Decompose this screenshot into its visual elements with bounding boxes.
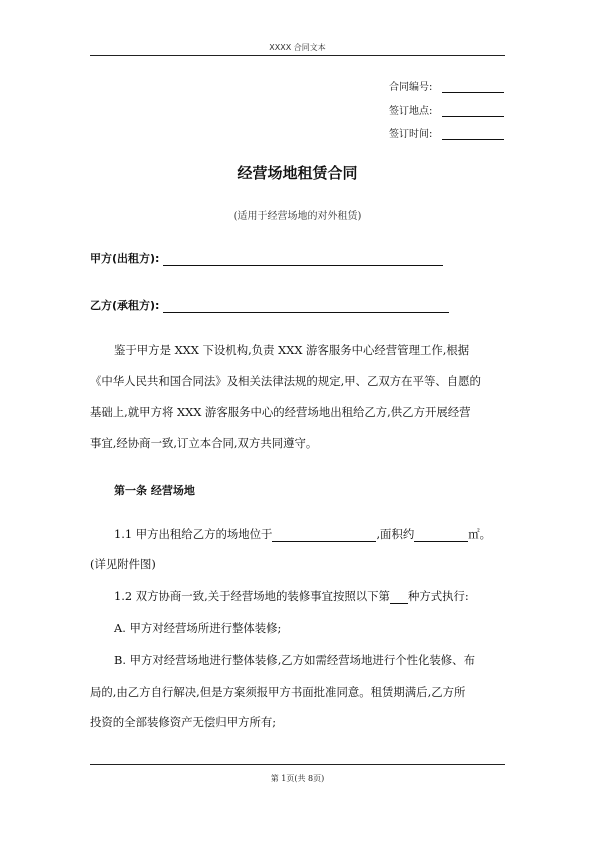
document-title: 经营场地租赁合同 bbox=[237, 164, 358, 182]
clause-1-2-suffix: 种方式执行: bbox=[407, 589, 469, 603]
article-1-heading: 第一条 经营场地 bbox=[114, 484, 195, 497]
party-b-row bbox=[90, 297, 449, 313]
sign-time-row bbox=[389, 125, 504, 140]
preamble-line-1: 鉴于甲方是 XXX 下设机构,负责 XXX 游客服务中心经营管理工作,根据 bbox=[114, 343, 470, 357]
option-b-line-3: 投资的全部装修资产无偿归甲方所有; bbox=[90, 715, 277, 729]
document-subtitle: (适用于经营场地的对外租赁) bbox=[233, 211, 362, 222]
location-field[interactable] bbox=[272, 541, 376, 542]
sign-time-field[interactable] bbox=[442, 139, 504, 140]
party-a-label: 甲方(出租方): bbox=[90, 252, 160, 265]
contract-number-label: 合同编号: bbox=[389, 82, 433, 93]
option-choice-field[interactable] bbox=[390, 603, 408, 604]
page-number: 第 1页(共 8页) bbox=[270, 774, 325, 783]
party-a-row bbox=[90, 250, 443, 266]
contract-number-row bbox=[389, 78, 504, 93]
clause-1-1-note: (详见附件图) bbox=[90, 557, 156, 571]
clause-1-1-mid: ,面积约 bbox=[376, 527, 415, 541]
preamble-line-4: 事宜,经协商一致,订立本合同,双方共同遵守。 bbox=[90, 436, 318, 450]
option-b-line-2: 局的,由乙方自行解决,但是方案须报甲方书面批准同意。租赁期满后,乙方所 bbox=[90, 685, 466, 699]
party-b-field[interactable] bbox=[163, 312, 449, 313]
sign-place-row bbox=[389, 102, 504, 117]
sign-place-label: 签订地点: bbox=[389, 106, 433, 117]
header-rule bbox=[90, 55, 505, 56]
party-b-label: 乙方(承租方): bbox=[90, 299, 160, 312]
contract-number-field[interactable] bbox=[442, 92, 504, 93]
option-b-line-1: B. 甲方对经营场地进行整体装修,乙方如需经营场地进行个性化装修、布 bbox=[114, 653, 475, 667]
preamble-line-2: 《中华人民共和国合同法》及相关法律法规的规定,甲、乙双方在平等、自愿的 bbox=[90, 374, 481, 388]
clause-1-1 bbox=[114, 526, 491, 542]
party-a-field[interactable] bbox=[163, 265, 443, 266]
sign-time-label: 签订时间: bbox=[389, 129, 433, 140]
sign-place-field[interactable] bbox=[442, 116, 504, 117]
clause-1-2 bbox=[114, 588, 469, 604]
clause-1-2-prefix: 1.2 双方协商一致,关于经营场地的装修事宜按照以下第 bbox=[114, 589, 390, 603]
area-field[interactable] bbox=[414, 541, 468, 542]
preamble-line-3: 基础上,就甲方将 XXX 游客服务中心的经营场地出租给乙方,供乙方开展经营 bbox=[90, 405, 471, 419]
clause-1-1-unit: ㎡。 bbox=[468, 527, 492, 541]
footer-rule bbox=[90, 764, 505, 765]
page-header: XXXX 合同文本 bbox=[269, 43, 326, 52]
option-a: A. 甲方对经营场所进行整体装修; bbox=[114, 621, 282, 635]
clause-1-1-prefix: 1.1 甲方出租给乙方的场地位于 bbox=[114, 527, 273, 541]
